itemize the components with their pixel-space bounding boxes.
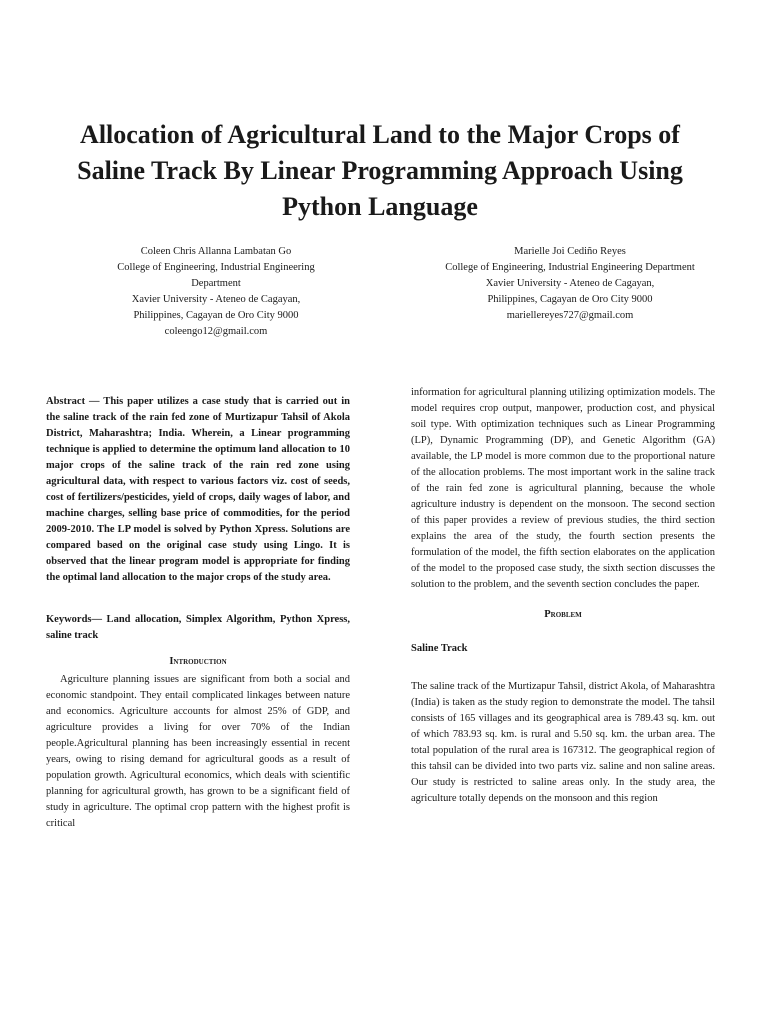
- author-block-1: [96, 244, 336, 340]
- author-affiliation: College of Engineering, Industrial Engineering Department: [117, 262, 315, 289]
- author-university: Xavier University - Ateneo de Cagayan,: [131, 294, 301, 305]
- problem-paragraph: The saline track of the Murtizapur Tahsil, district Akola, of Maharashtra (India) is taken as the study region to demonstrate the model. The tahsil consists of 165 villages and its geographical area is 789.43 sq. km. out of which 783.93 sq. km. is rural and 5.50 sq. km. the urban area. The total population of the rural area is 167312. The geographical region of this tahsil can be divided into two parts viz. saline and non saline areas. Our study is restricted to saline areas only. In the study area, the agriculture totally depends on the monsoon and this region: [411, 681, 715, 804]
- author-email: mariellereyes727@gmail.com: [506, 310, 634, 321]
- left-column: [46, 394, 350, 832]
- author-name: Coleen Chris Allanna Lambatan Go: [140, 246, 292, 257]
- abstract: Abstract — This paper utilizes a case study that is carried out in the saline track of the rain fed zone of Murtizapur Tahsil of Akola District, Maharashtra; India. Wherein, a Linear programming technique is applied to determine the optimum land allocation to 10 major crops of the saline track of the rain red zone using agricultural data, with respect to various factors viz. cost of seeds, cost of fertilizers/pesticides, yield of crops, daily wages of labor, and machine charges, selling base price of commodities, for the period 2009-2010. The LP model is solved by Python Xpress. Solutions are compared based on the original case study using Lingo. It is observed that the linear program model is appropriate for finding the optimal land allocation to the major crops of the study area.: [46, 396, 350, 583]
- author-email: coleengo12@gmail.com: [164, 326, 268, 337]
- section-heading-problem: Problem: [544, 609, 582, 620]
- author-university: Xavier University - Ateneo de Cagayan,: [485, 278, 655, 289]
- author-affiliation: College of Engineering, Industrial Engineering Department: [445, 262, 695, 273]
- author-location: Philippines, Cagayan de Oro City 9000: [487, 294, 653, 305]
- introduction-paragraph: Agriculture planning issues are significant from both a social and economic standpoint. They entail complicated linkages between nature and economics. Agriculture accounts for almost 25% of GDP, and agriculture provides a living for over 70% of the Indian people.Agricultural planning has been increasingly essential in recent years, owing to rising demand for agricultural goods as a result of population growth. Agricultural economics, which deals with scientific planning for agricultural growth, has grown to be a significant field of study in agriculture. The optimal crop pattern with the highest profit is critical: [46, 674, 350, 829]
- subsection-heading-saline-track: Saline Track: [411, 643, 468, 654]
- continuation-paragraph: information for agricultural planning utilizing optimization models. The model requires crop output, manpower, production cost, and physical soil type. With optimization techniques such as Linear Programming (LP), Dynamic Programming (DP), and Genetic Algorithm (GA) available, the LP model is more common due to the proportional nature of the allocation problems. The most important work in the saline track of the rain fed zone is agricultural planning, because the whole agriculture industry is dependent on the monsoon. The second section of this paper provides a review of previous studies, the third section explains the area of the study, the fourth section presents the formulation of the model, the fifth section elaborates on the application of the model to the proposed case study, the sixth section discusses the solution to the problem, and the seventh section concludes the paper.: [411, 387, 715, 590]
- paper-title: Allocation of Agricultural Land to the Major Crops of Saline Track By Linear Programming Approach Using Python Language: [77, 120, 683, 221]
- author-name: Marielle Joi Cediño Reyes: [514, 246, 626, 257]
- right-column: [411, 385, 715, 807]
- section-heading-introduction: Introduction: [169, 656, 227, 667]
- keywords: Keywords— Land allocation, Simplex Algorithm, Python Xpress, saline track: [46, 614, 350, 641]
- author-block-2: [440, 244, 700, 324]
- author-location: Philippines, Cagayan de Oro City 9000: [133, 310, 299, 321]
